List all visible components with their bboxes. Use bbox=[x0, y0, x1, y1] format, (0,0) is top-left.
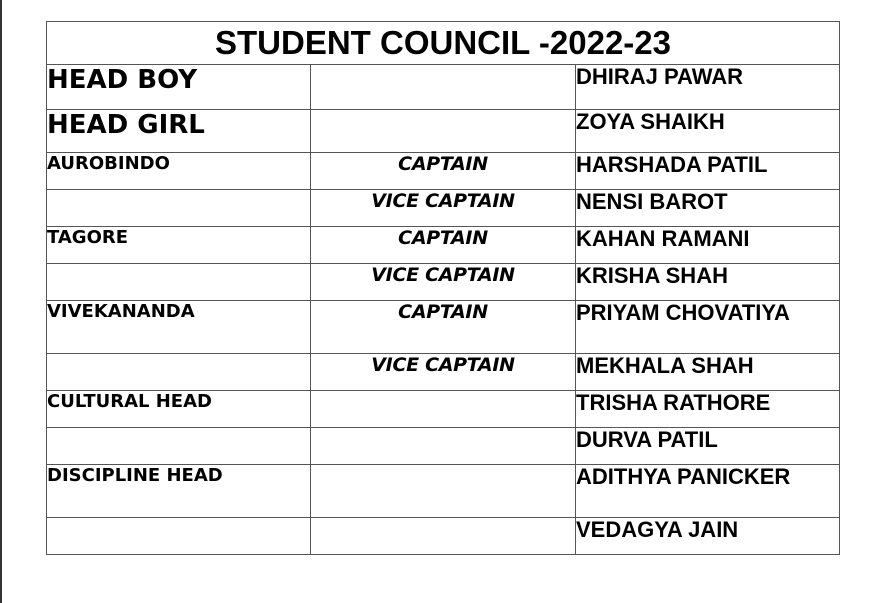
name-cell: HARSHADA PATIL bbox=[576, 153, 840, 190]
name-cell: MEKHALA SHAH bbox=[576, 354, 840, 391]
position-cell bbox=[311, 518, 576, 555]
role-cell: VIVEKANANDA bbox=[47, 301, 311, 354]
position-cell: VICE CAPTAIN bbox=[311, 190, 576, 227]
position-cell: CAPTAIN bbox=[311, 153, 576, 190]
role-cell: HEAD GIRL bbox=[47, 110, 311, 153]
page-left-edge bbox=[0, 0, 2, 603]
table-row bbox=[47, 190, 840, 227]
student-council-table bbox=[46, 21, 840, 555]
position-cell bbox=[311, 65, 576, 110]
role-cell: DISCIPLINE HEAD bbox=[47, 465, 311, 518]
name-cell: DHIRAJ PAWAR bbox=[576, 65, 840, 110]
title-row bbox=[47, 22, 840, 65]
position-cell: CAPTAIN bbox=[311, 301, 576, 354]
role-cell bbox=[47, 190, 311, 227]
table-row bbox=[47, 301, 840, 354]
table-row bbox=[47, 518, 840, 555]
name-cell: ADITHYA PANICKER bbox=[576, 465, 840, 518]
position-cell: CAPTAIN bbox=[311, 227, 576, 264]
role-cell bbox=[47, 264, 311, 301]
role-cell: TAGORE bbox=[47, 227, 311, 264]
role-cell bbox=[47, 428, 311, 465]
table-row bbox=[47, 264, 840, 301]
table-row bbox=[47, 227, 840, 264]
role-cell bbox=[47, 354, 311, 391]
name-cell: KRISHA SHAH bbox=[576, 264, 840, 301]
name-cell: KAHAN RAMANI bbox=[576, 227, 840, 264]
position-cell bbox=[311, 428, 576, 465]
table-row bbox=[47, 354, 840, 391]
name-cell: TRISHA RATHORE bbox=[576, 391, 840, 428]
table-row bbox=[47, 465, 840, 518]
role-cell: CULTURAL HEAD bbox=[47, 391, 311, 428]
name-cell: VEDAGYA JAIN bbox=[576, 518, 840, 555]
table-row bbox=[47, 110, 840, 153]
table-row bbox=[47, 428, 840, 465]
table-row bbox=[47, 65, 840, 110]
position-cell bbox=[311, 110, 576, 153]
role-cell: HEAD BOY bbox=[47, 65, 311, 110]
position-cell bbox=[311, 391, 576, 428]
name-cell: PRIYAM CHOVATIYA bbox=[576, 301, 840, 354]
name-cell: NENSI BAROT bbox=[576, 190, 840, 227]
role-cell bbox=[47, 518, 311, 555]
name-cell: DURVA PATIL bbox=[576, 428, 840, 465]
position-cell bbox=[311, 465, 576, 518]
table-row bbox=[47, 153, 840, 190]
table-title: STUDENT COUNCIL -2022-23 bbox=[47, 22, 840, 65]
table-row bbox=[47, 391, 840, 428]
role-cell: AUROBINDO bbox=[47, 153, 311, 190]
position-cell: VICE CAPTAIN bbox=[311, 264, 576, 301]
position-cell: VICE CAPTAIN bbox=[311, 354, 576, 391]
name-cell: ZOYA SHAIKH bbox=[576, 110, 840, 153]
